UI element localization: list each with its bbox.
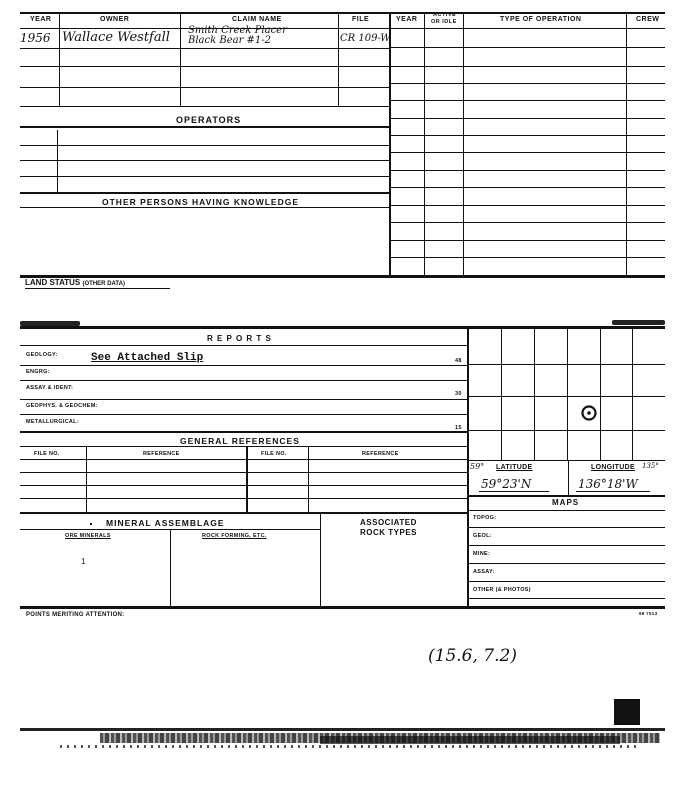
report-assay-num: 30 bbox=[455, 391, 462, 397]
report-geology-value: See Attached Slip bbox=[91, 352, 204, 364]
header-claim-name: CLAIM NAME bbox=[232, 16, 282, 23]
mineral-assemblage-title: MINERAL ASSEMBLAGE bbox=[106, 518, 225, 528]
report-engrg-label: ENGRG: bbox=[26, 369, 50, 375]
mineral-dot bbox=[90, 523, 92, 525]
associated-label-2: ROCK TYPES bbox=[360, 528, 418, 537]
header-or-idle: OR IDLE bbox=[431, 19, 457, 25]
longitude-label: LONGITUDE bbox=[591, 464, 635, 471]
reports-title: R E P O R T S bbox=[207, 334, 272, 343]
claim-location-marker-icon bbox=[580, 404, 598, 422]
map-other: OTHER (& PHOTOS) bbox=[473, 587, 531, 593]
genref-file-no-1: FILE NO. bbox=[34, 451, 60, 457]
form-number: 69 7513 bbox=[639, 611, 658, 616]
latitude-prefix: 59° bbox=[470, 462, 485, 471]
header-owner: OWNER bbox=[100, 16, 130, 23]
genref-file-no-2: FILE NO. bbox=[261, 451, 287, 457]
header-type-of-operation: TYPE OF OPERATION bbox=[500, 16, 582, 23]
header-file: FILE bbox=[352, 16, 370, 23]
latitude-value: 59°23'N bbox=[481, 477, 532, 491]
associated-label-1: ASSOCIATED bbox=[360, 518, 417, 527]
coordinates-note: (15.6, 7.2) bbox=[428, 646, 517, 666]
general-references-title: GENERAL REFERENCES bbox=[180, 436, 300, 446]
land-status-sub: (OTHER DATA) bbox=[82, 281, 125, 287]
map-assay: ASSAY: bbox=[473, 569, 495, 575]
entry-claim-line1: Smith Creek Placer bbox=[188, 25, 287, 36]
map-topog: TOPOG: bbox=[473, 515, 497, 521]
genref-reference-2: REFERENCE bbox=[362, 451, 399, 457]
map-mine: MINE: bbox=[473, 551, 491, 557]
report-assay-label: ASSAY & IDENT: bbox=[26, 385, 74, 391]
entry-file: CR 109-W bbox=[340, 33, 391, 44]
ore-minerals-mark: 1 bbox=[81, 557, 86, 566]
rock-forming-label: ROCK FORMING, ETC. bbox=[202, 533, 267, 539]
longitude-value: 136°18'W bbox=[578, 477, 638, 491]
entry-year: 1956 bbox=[20, 31, 51, 45]
longitude-suffix: 135° bbox=[642, 462, 659, 470]
genref-reference-1: REFERENCE bbox=[143, 451, 180, 457]
land-status-label: LAND STATUS bbox=[25, 278, 81, 287]
report-metallurgical-label: METALLURGICAL: bbox=[26, 419, 79, 425]
other-persons-label: OTHER PERSONS HAVING KNOWLEDGE bbox=[102, 197, 300, 207]
header-year: YEAR bbox=[30, 16, 52, 23]
header-active: ACTIVE bbox=[433, 12, 457, 18]
land-status bbox=[25, 278, 125, 287]
report-geophys-label: GEOPHYS. & GEOCHEM: bbox=[26, 403, 98, 409]
report-metallurgical-num: 15 bbox=[455, 425, 462, 431]
maps-label: MAPS bbox=[552, 498, 580, 507]
header-year-2: YEAR bbox=[396, 16, 418, 23]
points-meriting-label: POINTS MERITING ATTENTION: bbox=[26, 612, 125, 618]
ore-minerals-label: ORE MINERALS bbox=[65, 533, 111, 539]
entry-claim-line2: Black Bear #1-2 bbox=[188, 35, 272, 46]
report-geology-num: 48 bbox=[455, 358, 462, 364]
map-geol: GEOL: bbox=[473, 533, 492, 539]
header-crew: CREW bbox=[636, 16, 660, 23]
report-geology-label: GEOLOGY: bbox=[26, 352, 58, 358]
latitude-label: LATITUDE bbox=[496, 464, 533, 471]
operators-label: OPERATORS bbox=[176, 115, 242, 125]
entry-owner: Wallace Westfall bbox=[62, 30, 170, 45]
